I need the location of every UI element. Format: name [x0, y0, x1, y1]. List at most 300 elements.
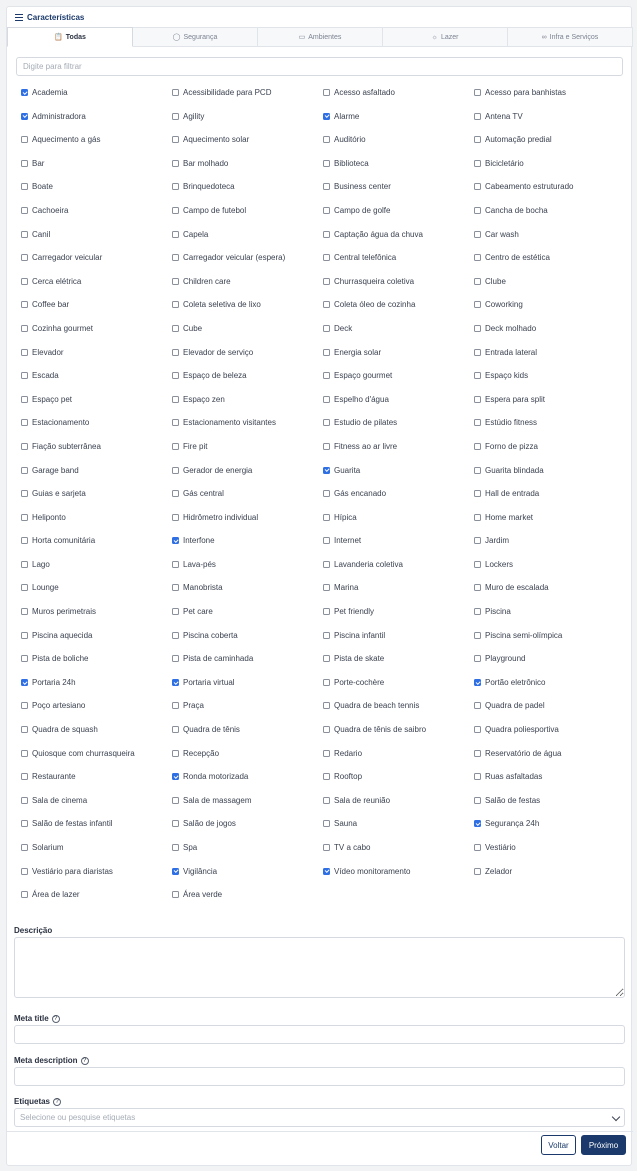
feature-label: Espaço zen [183, 394, 225, 404]
feature-checkbox[interactable] [21, 207, 28, 214]
feature-checkbox[interactable] [21, 89, 28, 96]
feature-checkbox[interactable] [21, 443, 28, 450]
help-icon[interactable]: ? [52, 1015, 60, 1023]
feature-option[interactable] [21, 678, 172, 702]
feature-checkbox[interactable] [474, 113, 481, 120]
feature-option[interactable] [323, 348, 474, 372]
feature-checkbox[interactable] [323, 868, 330, 875]
feature-checkbox[interactable] [172, 349, 179, 356]
feature-option[interactable] [21, 230, 172, 254]
feature-checkbox[interactable] [172, 844, 179, 851]
feature-option[interactable] [172, 112, 323, 136]
feature-option[interactable] [21, 772, 172, 796]
feature-option[interactable] [323, 300, 474, 324]
feature-checkbox[interactable] [172, 561, 179, 568]
feature-option[interactable] [21, 819, 172, 843]
feature-checkbox[interactable] [21, 655, 28, 662]
feature-checkbox[interactable] [323, 419, 330, 426]
feature-checkbox[interactable] [172, 254, 179, 261]
feature-checkbox[interactable] [474, 89, 481, 96]
feature-option[interactable] [172, 135, 323, 159]
feature-option[interactable] [323, 583, 474, 607]
feature-checkbox[interactable] [21, 254, 28, 261]
feature-checkbox[interactable] [474, 844, 481, 851]
feature-checkbox[interactable] [323, 183, 330, 190]
feature-option[interactable] [323, 489, 474, 513]
meta-description-input[interactable] [14, 1067, 625, 1086]
feature-option[interactable] [172, 371, 323, 395]
feature-option[interactable] [21, 324, 172, 348]
feature-checkbox[interactable] [21, 514, 28, 521]
feature-option[interactable] [172, 654, 323, 678]
feature-checkbox[interactable] [474, 608, 481, 615]
feature-checkbox[interactable] [323, 278, 330, 285]
feature-option[interactable] [474, 418, 625, 442]
feature-checkbox[interactable] [21, 750, 28, 757]
feature-checkbox[interactable] [172, 797, 179, 804]
tags-select[interactable] [14, 1108, 625, 1127]
feature-checkbox[interactable] [172, 537, 179, 544]
feature-checkbox[interactable] [172, 584, 179, 591]
feature-checkbox[interactable] [323, 726, 330, 733]
feature-option[interactable] [474, 489, 625, 513]
feature-option[interactable] [21, 536, 172, 560]
feature-checkbox[interactable] [21, 467, 28, 474]
feature-option[interactable] [172, 277, 323, 301]
feature-checkbox[interactable] [474, 160, 481, 167]
feature-option[interactable] [474, 395, 625, 419]
feature-option[interactable] [21, 466, 172, 490]
feature-checkbox[interactable] [172, 443, 179, 450]
feature-option[interactable] [21, 607, 172, 631]
feature-label: Jardim [485, 536, 510, 546]
feature-checkbox[interactable] [21, 561, 28, 568]
feature-checkbox[interactable] [172, 632, 179, 639]
tab-lazer[interactable] [383, 27, 508, 46]
feature-checkbox[interactable] [323, 655, 330, 662]
feature-label: Vídeo monitoramento [334, 866, 411, 876]
feature-checkbox[interactable] [172, 702, 179, 709]
help-icon[interactable]: ? [53, 1098, 61, 1106]
feature-checkbox[interactable] [474, 231, 481, 238]
feature-checkbox[interactable] [323, 372, 330, 379]
feature-option[interactable] [474, 654, 625, 678]
feature-option[interactable] [172, 890, 323, 914]
feature-option[interactable] [21, 631, 172, 655]
feature-checkbox[interactable] [172, 679, 179, 686]
feature-checkbox[interactable] [21, 372, 28, 379]
feature-checkbox[interactable] [474, 679, 481, 686]
feature-option[interactable] [21, 583, 172, 607]
feature-checkbox[interactable] [21, 136, 28, 143]
feature-option[interactable] [172, 749, 323, 773]
feature-option[interactable] [21, 843, 172, 867]
feature-checkbox[interactable] [323, 160, 330, 167]
feature-checkbox[interactable] [323, 207, 330, 214]
feature-option[interactable] [323, 182, 474, 206]
feature-option[interactable] [323, 277, 474, 301]
tab-ambientes[interactable] [258, 27, 383, 46]
feature-option[interactable] [21, 654, 172, 678]
feature-checkbox[interactable] [323, 608, 330, 615]
feature-option[interactable] [172, 230, 323, 254]
feature-option[interactable] [172, 206, 323, 230]
feature-checkbox[interactable] [474, 419, 481, 426]
feature-option[interactable] [172, 678, 323, 702]
feature-option[interactable] [323, 772, 474, 796]
feature-option[interactable] [172, 88, 323, 112]
feature-option[interactable] [21, 560, 172, 584]
feature-option[interactable] [474, 819, 625, 843]
feature-checkbox[interactable] [474, 136, 481, 143]
feature-option[interactable] [474, 701, 625, 725]
feature-option[interactable] [172, 348, 323, 372]
feature-option[interactable] [21, 418, 172, 442]
description-textarea[interactable] [14, 937, 625, 998]
feature-option[interactable] [323, 112, 474, 136]
feature-checkbox[interactable] [172, 136, 179, 143]
feature-option[interactable] [21, 867, 172, 891]
help-icon[interactable]: ? [81, 1057, 89, 1065]
feature-checkbox[interactable] [21, 301, 28, 308]
feature-checkbox[interactable] [21, 419, 28, 426]
feature-option[interactable] [21, 277, 172, 301]
feature-option[interactable] [323, 324, 474, 348]
feature-option[interactable] [323, 607, 474, 631]
feature-checkbox[interactable] [21, 490, 28, 497]
tab-todas[interactable] [7, 27, 133, 47]
feature-option[interactable] [172, 300, 323, 324]
feature-option[interactable] [21, 749, 172, 773]
feature-checkbox[interactable] [21, 891, 28, 898]
feature-option[interactable] [21, 513, 172, 537]
feature-option[interactable] [323, 843, 474, 867]
feature-option[interactable] [172, 607, 323, 631]
feature-checkbox[interactable] [172, 490, 179, 497]
feature-checkbox[interactable] [323, 325, 330, 332]
feature-option[interactable] [172, 324, 323, 348]
feature-checkbox[interactable] [323, 490, 330, 497]
feature-option[interactable] [474, 159, 625, 183]
feature-checkbox[interactable] [21, 632, 28, 639]
feature-option[interactable] [323, 678, 474, 702]
feature-option[interactable] [323, 631, 474, 655]
feature-option[interactable] [323, 395, 474, 419]
feature-option[interactable] [474, 560, 625, 584]
feature-checkbox[interactable] [474, 278, 481, 285]
feature-option[interactable] [474, 324, 625, 348]
feature-option[interactable] [323, 466, 474, 490]
feature-label: Children care [183, 276, 231, 286]
feature-checkbox[interactable] [21, 726, 28, 733]
feature-checkbox[interactable] [172, 891, 179, 898]
feature-checkbox[interactable] [172, 207, 179, 214]
feature-checkbox[interactable] [323, 89, 330, 96]
feature-checkbox[interactable] [474, 183, 481, 190]
feature-checkbox[interactable] [172, 419, 179, 426]
feature-option[interactable] [21, 442, 172, 466]
feature-option[interactable] [474, 867, 625, 891]
feature-option[interactable] [172, 772, 323, 796]
feature-option[interactable] [474, 112, 625, 136]
feature-checkbox[interactable] [323, 254, 330, 261]
feature-checkbox[interactable] [474, 655, 481, 662]
feature-option[interactable] [172, 796, 323, 820]
feature-option[interactable] [172, 725, 323, 749]
feature-checkbox[interactable] [323, 844, 330, 851]
feature-checkbox[interactable] [172, 726, 179, 733]
feature-checkbox[interactable] [323, 443, 330, 450]
feature-checkbox[interactable] [474, 726, 481, 733]
feature-checkbox[interactable] [172, 608, 179, 615]
feature-checkbox[interactable] [474, 325, 481, 332]
feature-option[interactable] [21, 890, 172, 914]
feature-option[interactable] [474, 583, 625, 607]
feature-option[interactable] [474, 513, 625, 537]
feature-checkbox[interactable] [323, 113, 330, 120]
feature-option[interactable] [474, 206, 625, 230]
feature-option[interactable] [323, 135, 474, 159]
feature-option[interactable] [323, 442, 474, 466]
feature-option[interactable] [21, 135, 172, 159]
feature-checkbox[interactable] [474, 702, 481, 709]
next-button[interactable]: Próximo [581, 1135, 626, 1155]
feature-checkbox[interactable] [474, 254, 481, 261]
feature-checkbox[interactable] [21, 608, 28, 615]
feature-label: Bar [32, 158, 45, 168]
feature-checkbox[interactable] [21, 113, 28, 120]
feature-option[interactable] [172, 418, 323, 442]
feature-option[interactable] [474, 725, 625, 749]
feature-checkbox[interactable] [474, 349, 481, 356]
feature-option[interactable] [474, 253, 625, 277]
feature-checkbox[interactable] [172, 820, 179, 827]
feature-checkbox[interactable] [172, 231, 179, 238]
feature-option[interactable] [474, 631, 625, 655]
feature-option[interactable] [474, 749, 625, 773]
feature-checkbox[interactable] [323, 537, 330, 544]
feature-checkbox[interactable] [474, 372, 481, 379]
feature-checkbox[interactable] [21, 160, 28, 167]
feature-checkbox[interactable] [172, 655, 179, 662]
feature-checkbox[interactable] [21, 844, 28, 851]
feature-option[interactable] [172, 253, 323, 277]
feature-option[interactable] [474, 536, 625, 560]
feature-checkbox[interactable] [323, 301, 330, 308]
feature-checkbox[interactable] [21, 820, 28, 827]
feature-checkbox[interactable] [21, 797, 28, 804]
feature-option[interactable] [21, 253, 172, 277]
feature-checkbox[interactable] [21, 868, 28, 875]
feature-checkbox[interactable] [323, 561, 330, 568]
feature-option[interactable] [474, 678, 625, 702]
feature-checkbox[interactable] [21, 231, 28, 238]
feature-checkbox[interactable] [172, 160, 179, 167]
feature-option[interactable] [474, 607, 625, 631]
feature-checkbox[interactable] [323, 820, 330, 827]
feature-option[interactable] [474, 300, 625, 324]
feature-option[interactable] [172, 513, 323, 537]
feature-checkbox[interactable] [323, 349, 330, 356]
feature-checkbox[interactable] [172, 750, 179, 757]
feature-option[interactable] [172, 867, 323, 891]
feature-option[interactable] [172, 631, 323, 655]
feature-option[interactable] [474, 348, 625, 372]
feature-label: Hall de entrada [485, 489, 540, 499]
feature-checkbox[interactable] [172, 372, 179, 379]
feature-option[interactable] [172, 843, 323, 867]
feature-checkbox[interactable] [172, 89, 179, 96]
feature-option[interactable] [21, 300, 172, 324]
tab-infra-servicos[interactable] [508, 27, 633, 46]
feature-checkbox[interactable] [172, 773, 179, 780]
feature-checkbox[interactable] [474, 396, 481, 403]
feature-option[interactable] [21, 348, 172, 372]
feature-option[interactable] [172, 560, 323, 584]
feature-option[interactable] [172, 159, 323, 183]
feature-option[interactable] [21, 701, 172, 725]
feature-checkbox[interactable] [323, 750, 330, 757]
feature-option[interactable] [21, 489, 172, 513]
feature-option[interactable] [474, 843, 625, 867]
feature-option[interactable] [21, 371, 172, 395]
feature-option[interactable] [474, 772, 625, 796]
feature-checkbox[interactable] [21, 396, 28, 403]
feature-option[interactable] [323, 654, 474, 678]
meta-title-input[interactable] [14, 1025, 625, 1044]
feature-option[interactable] [172, 395, 323, 419]
feature-option[interactable] [323, 560, 474, 584]
feature-checkbox[interactable] [474, 632, 481, 639]
feature-option[interactable] [474, 182, 625, 206]
feature-option[interactable] [172, 536, 323, 560]
feature-checkbox[interactable] [323, 231, 330, 238]
feature-checkbox[interactable] [21, 349, 28, 356]
feature-option[interactable] [474, 442, 625, 466]
feature-checkbox[interactable] [172, 183, 179, 190]
feature-option[interactable] [21, 182, 172, 206]
feature-option[interactable] [172, 819, 323, 843]
feature-option[interactable] [323, 159, 474, 183]
feature-checkbox[interactable] [323, 136, 330, 143]
feature-checkbox[interactable] [474, 773, 481, 780]
feature-checkbox[interactable] [474, 207, 481, 214]
feature-option[interactable] [323, 536, 474, 560]
feature-option[interactable] [172, 489, 323, 513]
feature-checkbox[interactable] [323, 702, 330, 709]
feature-checkbox[interactable] [21, 537, 28, 544]
feature-checkbox[interactable] [474, 301, 481, 308]
feature-checkbox[interactable] [474, 584, 481, 591]
feature-checkbox[interactable] [323, 679, 330, 686]
feature-checkbox[interactable] [474, 868, 481, 875]
feature-option[interactable] [323, 749, 474, 773]
feature-option[interactable] [323, 230, 474, 254]
feature-option[interactable] [323, 796, 474, 820]
feature-checkbox[interactable] [172, 467, 179, 474]
feature-option[interactable] [21, 796, 172, 820]
feature-checkbox[interactable] [323, 797, 330, 804]
back-button[interactable]: Voltar [541, 1135, 576, 1155]
feature-checkbox[interactable] [172, 113, 179, 120]
feature-checkbox[interactable] [474, 797, 481, 804]
feature-checkbox[interactable] [474, 467, 481, 474]
feature-option[interactable] [21, 112, 172, 136]
feature-option[interactable] [172, 701, 323, 725]
feature-option[interactable] [474, 135, 625, 159]
feature-checkbox[interactable] [474, 443, 481, 450]
feature-checkbox[interactable] [323, 632, 330, 639]
feature-option[interactable] [323, 725, 474, 749]
feature-checkbox[interactable] [474, 537, 481, 544]
feature-option[interactable] [323, 88, 474, 112]
feature-checkbox[interactable] [474, 820, 481, 827]
feature-option[interactable] [172, 466, 323, 490]
feature-option[interactable] [474, 230, 625, 254]
feature-checkbox[interactable] [323, 514, 330, 521]
feature-checkbox[interactable] [474, 750, 481, 757]
panel-header [7, 7, 631, 27]
tab-seguranca[interactable] [133, 27, 258, 46]
feature-option[interactable] [323, 253, 474, 277]
feature-option[interactable] [323, 867, 474, 891]
feature-option[interactable] [323, 819, 474, 843]
feature-option[interactable] [21, 725, 172, 749]
feature-checkbox[interactable] [474, 561, 481, 568]
feature-checkbox[interactable] [172, 514, 179, 521]
category-tabs [7, 27, 633, 47]
feature-checkbox[interactable] [323, 467, 330, 474]
feature-option[interactable] [323, 418, 474, 442]
feature-checkbox-grid [21, 88, 625, 914]
feature-checkbox[interactable] [474, 490, 481, 497]
feature-option[interactable] [172, 442, 323, 466]
feature-checkbox[interactable] [172, 868, 179, 875]
feature-option[interactable] [323, 701, 474, 725]
feature-option[interactable] [172, 583, 323, 607]
feature-checkbox[interactable] [21, 702, 28, 709]
feature-checkbox[interactable] [21, 183, 28, 190]
feature-option[interactable] [21, 159, 172, 183]
feature-option[interactable] [474, 277, 625, 301]
feature-checkbox[interactable] [21, 278, 28, 285]
feature-checkbox[interactable] [21, 773, 28, 780]
feature-option[interactable] [323, 371, 474, 395]
feature-option[interactable] [474, 796, 625, 820]
feature-checkbox[interactable] [21, 679, 28, 686]
feature-option[interactable] [21, 88, 172, 112]
feature-checkbox[interactable] [172, 301, 179, 308]
feature-option[interactable] [474, 88, 625, 112]
feature-checkbox[interactable] [323, 773, 330, 780]
filter-input[interactable] [16, 57, 623, 76]
feature-option[interactable] [172, 182, 323, 206]
feature-option[interactable] [21, 206, 172, 230]
feature-option[interactable] [474, 466, 625, 490]
feature-checkbox[interactable] [172, 325, 179, 332]
feature-checkbox[interactable] [21, 584, 28, 591]
feature-checkbox[interactable] [172, 396, 179, 403]
feature-option[interactable] [474, 371, 625, 395]
feature-checkbox[interactable] [474, 514, 481, 521]
feature-checkbox[interactable] [21, 325, 28, 332]
feature-checkbox[interactable] [323, 396, 330, 403]
feature-option[interactable] [323, 206, 474, 230]
feature-option[interactable] [323, 513, 474, 537]
feature-checkbox[interactable] [172, 278, 179, 285]
feature-checkbox[interactable] [323, 584, 330, 591]
feature-option[interactable] [21, 395, 172, 419]
